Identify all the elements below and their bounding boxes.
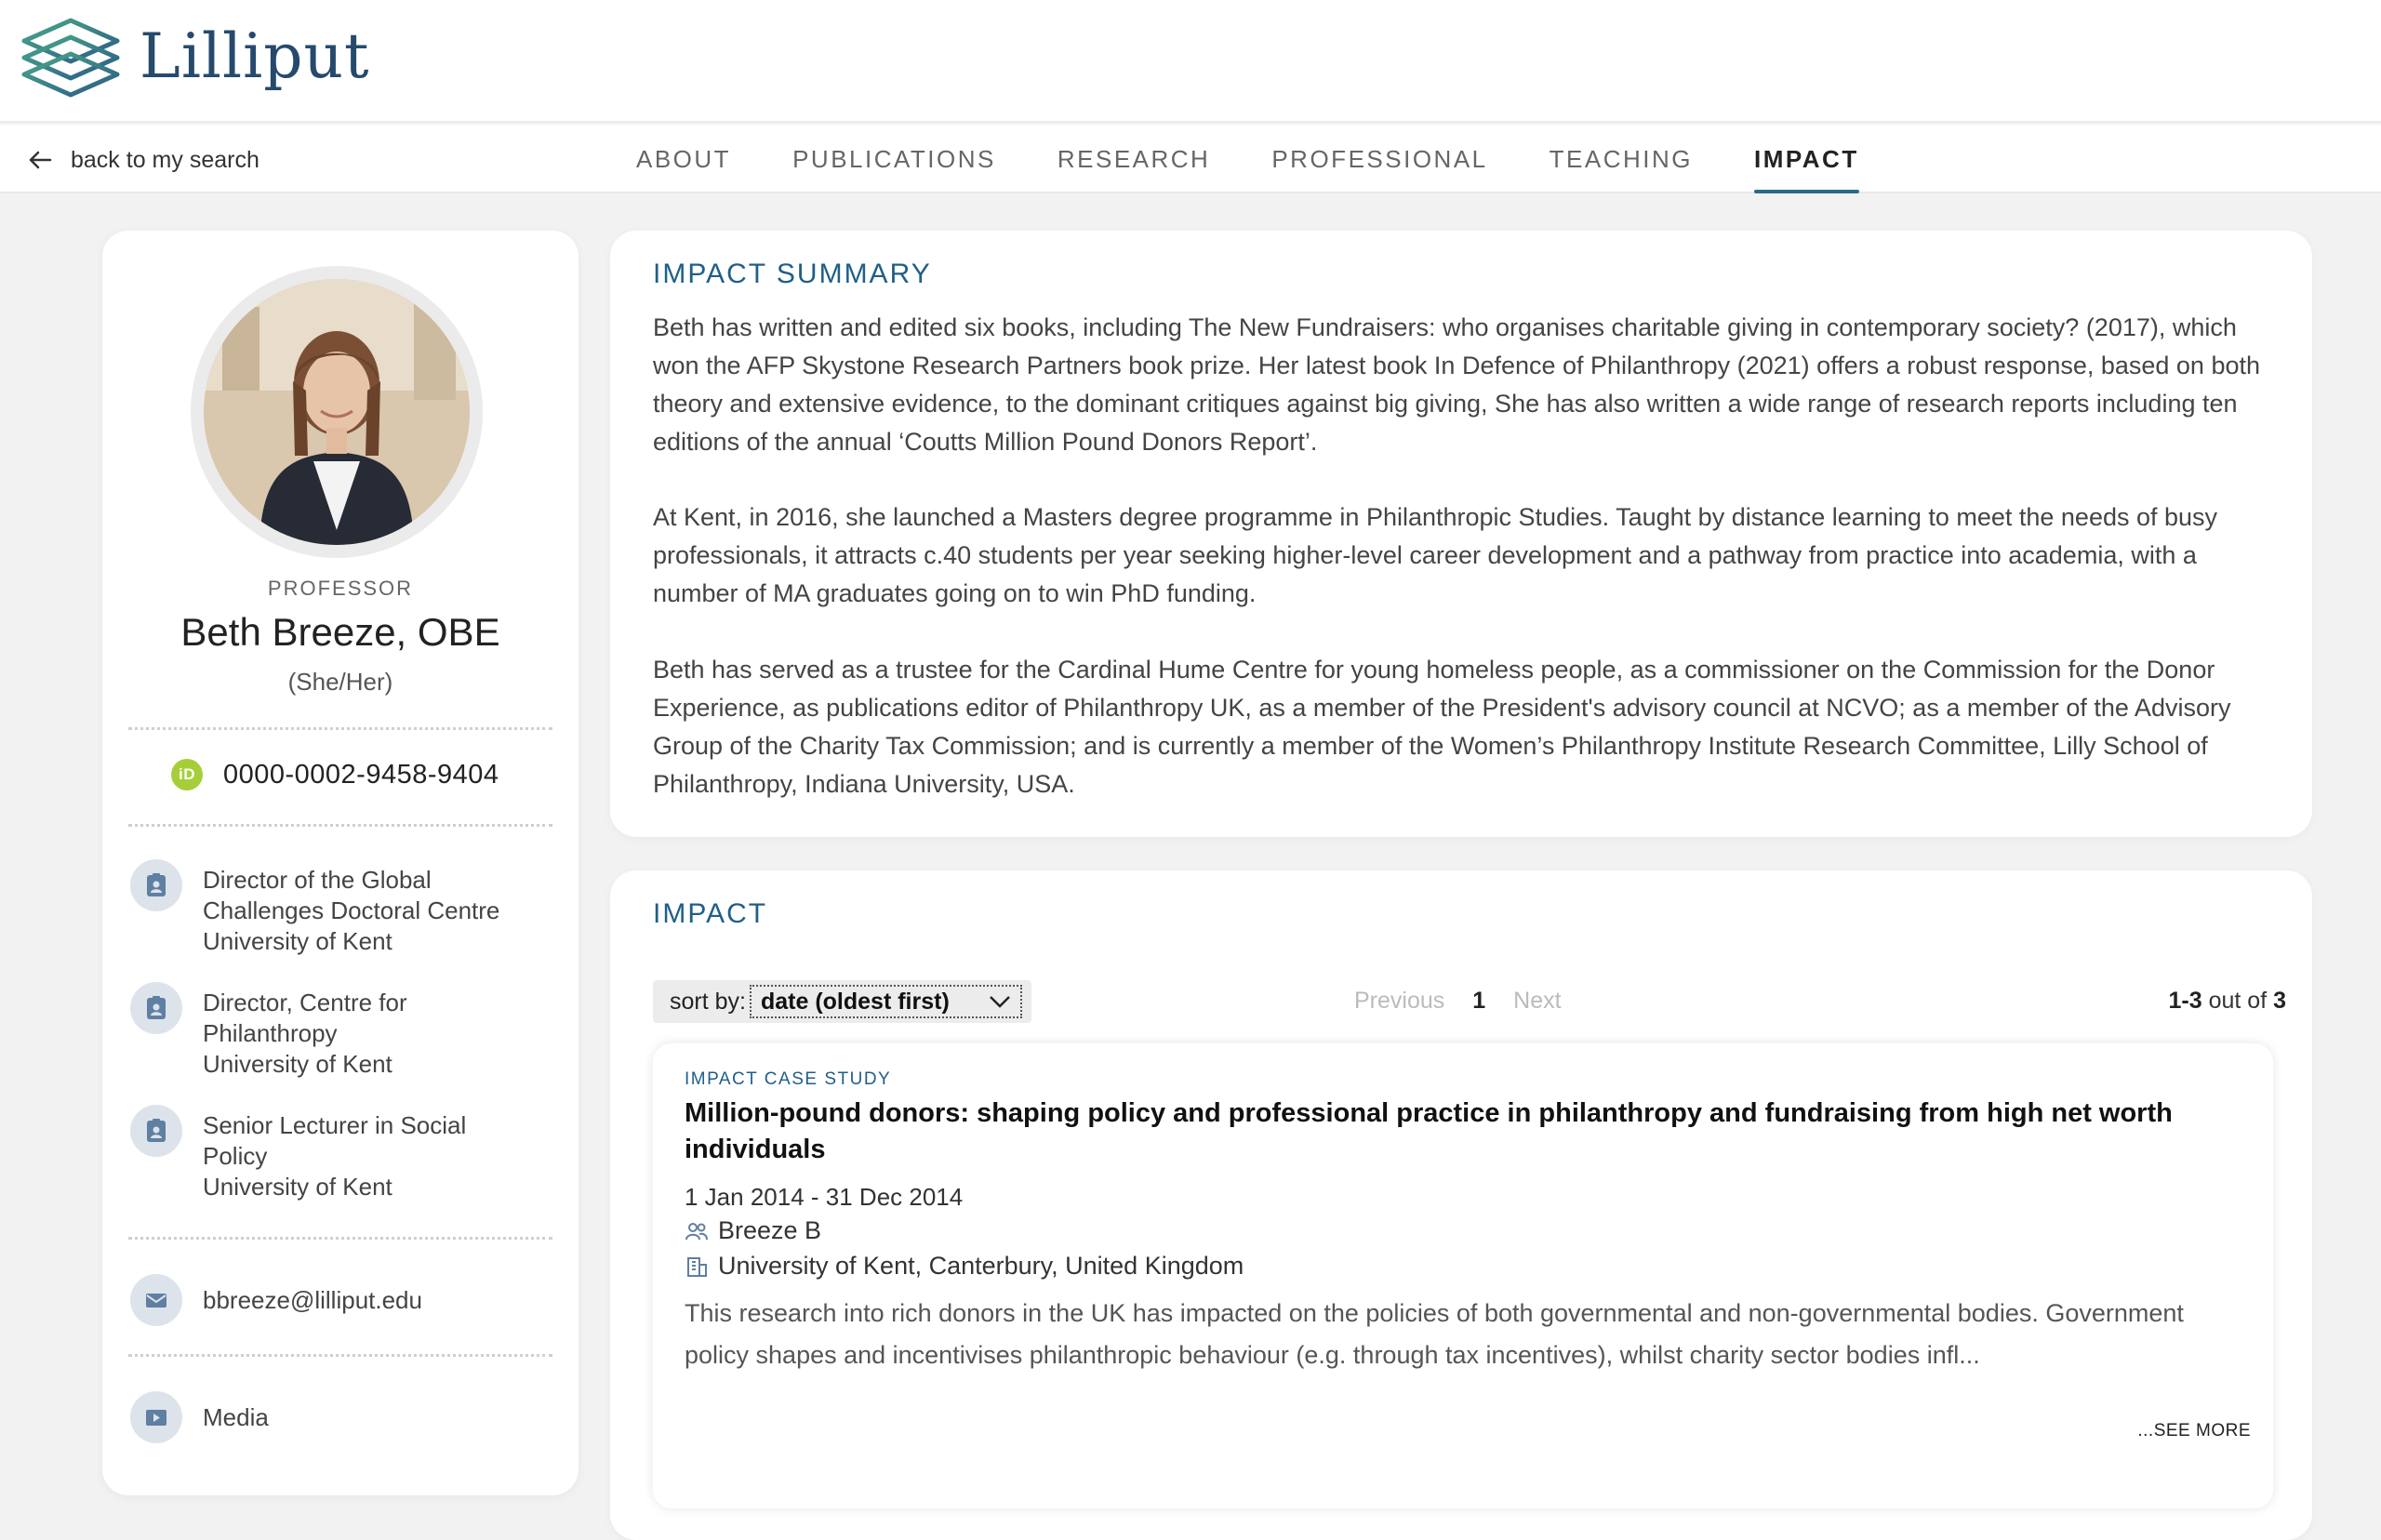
current-page[interactable]: 1 — [1472, 988, 1486, 1014]
position-text: Senior Lecturer in Social Policy University of Kent — [203, 1111, 467, 1201]
position-item — [130, 982, 558, 1080]
next-page-button[interactable]: Next — [1513, 988, 1562, 1014]
case-people-names[interactable]: Breeze B — [718, 1216, 822, 1244]
summary-paragraph: Beth has written and edited six books, including The New Fundraisers: who organises charitable giving in contemporary society? (2017), which won the AFP Skystone Research Partners book prize. Her latest book In Defence of Philanthropy (2021) offers a robust response, based on both theory and extensive evidence, to the dominant critiques against big giving, She has also written a wide range of research reports including ten editions of the annual ‘Coutts Million Pound Donors Report’. — [653, 313, 2260, 456]
orcid-icon: iD — [171, 759, 203, 790]
avatar — [191, 266, 483, 558]
brand-name[interactable]: Lilliput — [140, 20, 370, 92]
case-people — [685, 1216, 821, 1245]
case-organisation — [685, 1252, 1244, 1281]
envelope-icon — [130, 1274, 182, 1326]
chevron-down-icon — [989, 994, 1011, 1009]
tab-professional[interactable]: PROFESSIONAL — [1271, 145, 1488, 173]
case-title-link[interactable]: Million-pound donors: shaping policy and professional practice in philanthropy and fundraising from high net worth individuals — [685, 1098, 2173, 1164]
orcid-link[interactable] — [171, 759, 499, 790]
profile-nav — [0, 125, 2381, 193]
impact-panel — [610, 870, 2312, 1540]
sort-select[interactable] — [750, 985, 1022, 1018]
case-organisation-name[interactable]: University of Kent, Canterbury, United Kingdom — [718, 1252, 1244, 1280]
summary-paragraph: Beth has served as a trustee for the Cardinal Hume Centre for young homeless people, as a commissioner on the Commission for the Donor Experience, as publications editor of Philanthropy UK, as a member of the President's advisory council at NCVO; as a member of the Advisory Group of the Charity Tax Commission; and is currently a member of the Women’s Philanthropy Institute Research Committee, Lilly School of Philanthropy, Indiana University, USA. — [653, 656, 2231, 798]
profile-photo — [204, 279, 470, 545]
sort-control — [653, 980, 1031, 1023]
summary-paragraph: At Kent, in 2016, she launched a Masters degree programme in Philanthropic Studies. Taught by distance learning to meet the needs of busy professionals, it attracts c.40 students per year seeking higher-level career development and a pathway from practice into academia, with a number of MA graduates going on to win PhD funding. — [653, 503, 2218, 607]
tab-teaching[interactable]: TEACHING — [1549, 145, 1693, 173]
results-toolbar — [653, 980, 2286, 1027]
building-icon — [685, 1255, 709, 1279]
profile-role: PROFESSOR — [267, 577, 414, 600]
arrow-left-icon — [26, 146, 54, 174]
divider — [128, 727, 552, 730]
position-text: Director of the Global Challenges Doctoral Centre University of Kent — [203, 866, 500, 955]
video-icon — [130, 1391, 182, 1443]
panel-title: IMPACT — [653, 898, 768, 929]
case-dates: 1 Jan 2014 - 31 Dec 2014 — [685, 1183, 964, 1211]
see-more-link[interactable]: ...SEE MORE — [2137, 1421, 2251, 1440]
back-to-search-link[interactable] — [26, 145, 259, 175]
profile-name: Beth Breeze, OBE — [180, 610, 500, 654]
tab-publications[interactable]: PUBLICATIONS — [792, 145, 996, 173]
divider — [128, 1237, 552, 1240]
email-link[interactable] — [130, 1274, 422, 1326]
panel-title: IMPACT SUMMARY — [653, 259, 932, 289]
impact-case-card — [653, 1043, 2273, 1508]
impact-summary-panel — [610, 231, 2312, 837]
orcid-id: 0000-0002-9458-9404 — [223, 759, 499, 790]
tab-about[interactable]: ABOUT — [636, 145, 732, 173]
previous-page-button[interactable]: Previous — [1354, 988, 1445, 1014]
app-header — [0, 0, 2381, 123]
position-text: Director, Centre for Philanthropy University of Kent — [203, 989, 407, 1078]
back-link-label: back to my search — [71, 146, 259, 173]
case-type: IMPACT CASE STUDY — [685, 1069, 892, 1089]
people-icon — [685, 1219, 709, 1243]
id-badge-icon — [130, 982, 182, 1034]
divider — [128, 824, 552, 827]
media-link[interactable] — [130, 1391, 269, 1443]
profile-card — [102, 231, 579, 1495]
tab-impact[interactable]: IMPACT — [1754, 125, 1859, 193]
email-address: bbreeze@lilliput.edu — [203, 1285, 422, 1314]
position-item — [130, 1105, 558, 1202]
tab-research[interactable]: RESEARCH — [1057, 145, 1211, 173]
divider — [128, 1354, 552, 1357]
pagination — [1354, 988, 1562, 1015]
tab-list — [636, 125, 1921, 193]
result-count: 1-3 out of 3 — [2168, 988, 2286, 1014]
case-excerpt: This research into rich donors in the UK has impacted on the policies of both governmental and non-governmental bodies. Government policy shapes and incentivises philanthropic behaviour (e.g. through tax incentives), whilst charity sector bodies infl... — [685, 1299, 2184, 1369]
sort-value: date (oldest first) — [760, 988, 950, 1015]
sort-label: sort by: — [670, 988, 746, 1015]
layers-logo-icon[interactable] — [20, 17, 121, 102]
id-badge-icon — [130, 859, 182, 911]
media-label: Media — [203, 1402, 269, 1431]
profile-pronouns: (She/Her) — [287, 668, 393, 696]
id-badge-icon — [130, 1105, 182, 1157]
position-item — [130, 859, 558, 957]
